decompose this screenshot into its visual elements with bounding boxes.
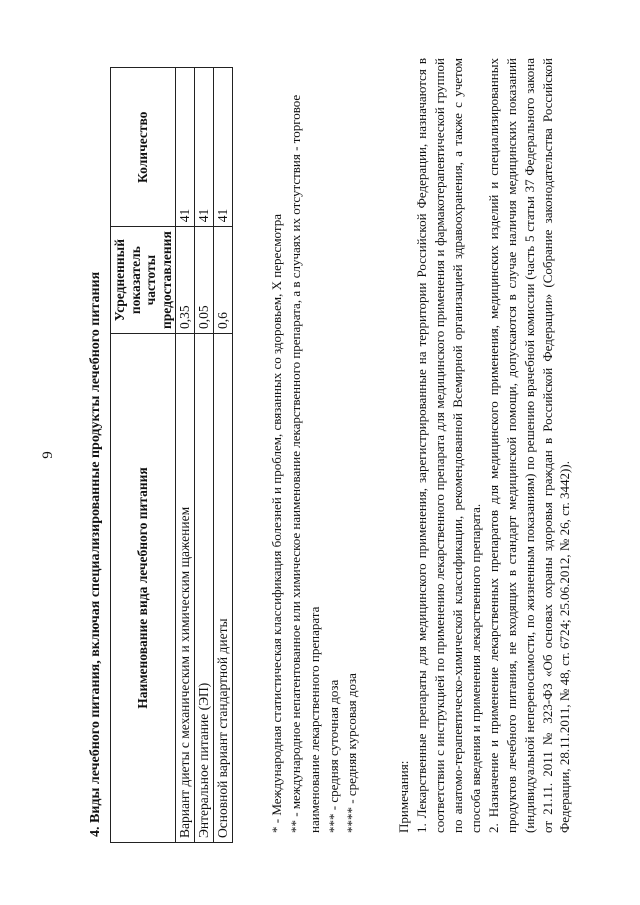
note-paragraph: 1. Лекарственные препараты для медицинского применения, зарегистрированные на территории Российской Федерации, назначаются в соответствии с инструкцией по применению лекарственного препарата для медицинского применения и фармакотерапевтической группой по анатомо-терапевтическо-химической классификации, рекомендованной Всемирной организацией здравоохранения, а также с учетом способа введения и применения лекарственного препарата. — [413, 58, 483, 833]
row-qty: 41 — [176, 68, 195, 227]
notes-heading: Примечания: — [396, 760, 411, 833]
footnote-daily-dose: *** - средняя суточная доза — [325, 679, 341, 833]
note-paragraph: 2. Назначение и применение лекарственных препаратов для медицинского применения, медицинских изделий и специализированных продуктов лечебного питания, не входящих в стандарт медицинской помощи, допускаются в случае наличия медицинских показаний (индивидуальной непереносимости, по жизненным показаниям) по решению врачебной комиссии (часть 5 статьи 37 Федерального закона от 21.11. 2011 № 323-ФЗ «Об основах охраны здоровья граждан в Российской Федерации» (Собрание законодательства Российской Федерации, 28.11.2011, № 48, ст. 6724; 25.06.2012, № 26, ст. 3442)). — [485, 58, 573, 833]
page-number: 9 — [40, 451, 56, 459]
section-title: 4. Виды лечебного питания, включая специализированные продукты лечебного питания — [88, 271, 103, 837]
footnote-course-dose: **** - средняя курсовая доза — [344, 673, 360, 833]
diet-table — [110, 67, 233, 843]
footnotes — [268, 53, 362, 833]
row-name: Энтеральное питание (ЭП) — [195, 334, 214, 843]
row-name: Вариант диеты с механическим и химическим щажением — [176, 334, 195, 843]
table-header-row — [111, 68, 176, 843]
footnote-inn: ** - международное непатентованное или химическое наименование лекарственного препарата, а в случаях их отсутствия - торговое наименование лекарственного препарата — [287, 94, 322, 833]
row-qty: 41 — [214, 68, 233, 227]
table-row — [195, 68, 214, 843]
table-row — [214, 68, 233, 843]
table-row — [176, 68, 195, 843]
header-quantity: Количество — [111, 68, 176, 227]
row-avg: 0,6 — [214, 227, 233, 334]
footnote-icd: * - Международная статистическая классификация болезней и проблем, связанных со здоровьем, X пересмотра — [269, 214, 284, 833]
header-avg-frequency: Усредненный показатель частоты предоставления — [111, 227, 176, 334]
row-name: Основной вариант стандартной диеты — [214, 334, 233, 843]
row-avg: 0,35 — [176, 227, 195, 334]
row-avg: 0,05 — [195, 227, 214, 334]
notes — [395, 58, 574, 833]
header-name: Наименование вида лечебного питания — [111, 334, 176, 843]
row-qty: 41 — [195, 68, 214, 227]
